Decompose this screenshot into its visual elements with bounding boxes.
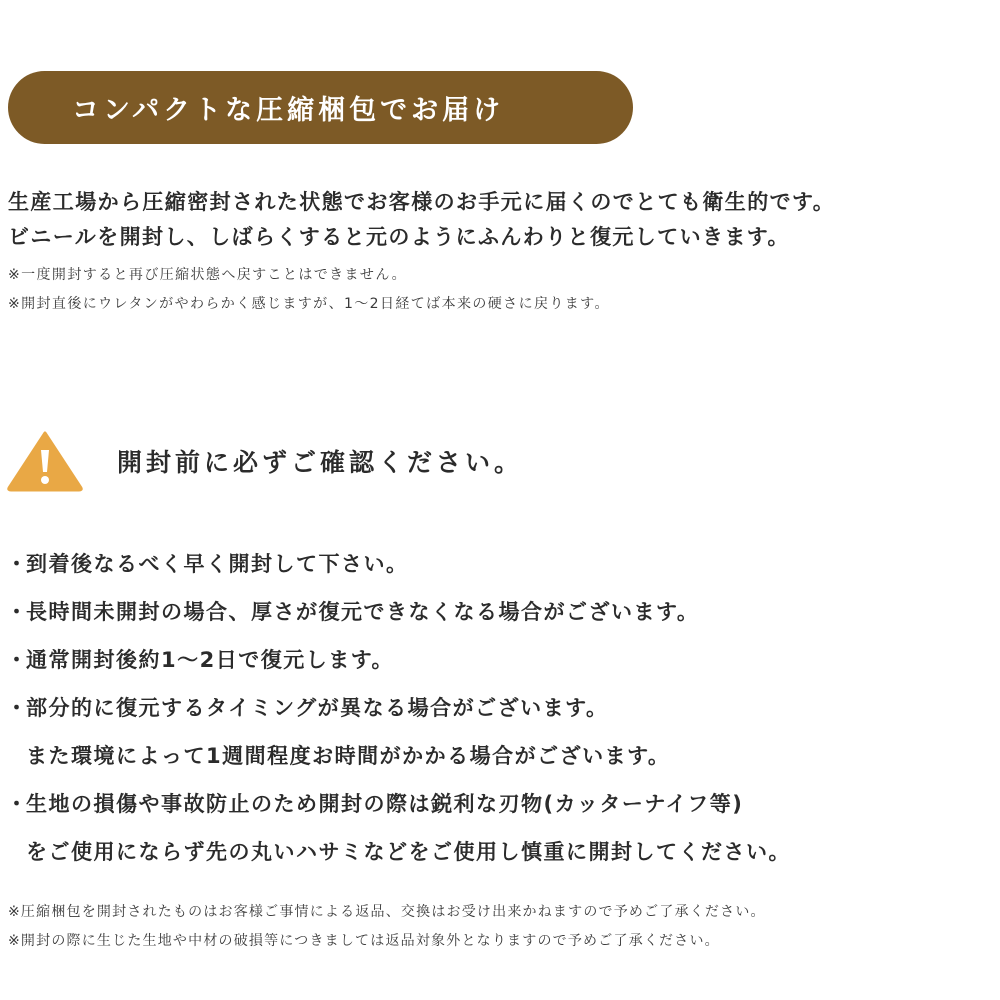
bullet-dot: ・	[6, 600, 29, 624]
list-item-text: をご使用にならず先の丸いハサミなどをご使用し慎重に開封してください。	[26, 840, 791, 864]
intro-note: ※一度開封すると再び圧縮状態へ戻すことはできません。	[8, 267, 407, 283]
list-item-text: 生地の損傷や事故防止のため開封の際は鋭利な刃物(カッターナイフ等)	[26, 792, 744, 816]
bullet-dot: ・	[6, 792, 29, 816]
banner-title: コンパクトな圧縮梱包でお届け	[72, 95, 505, 126]
intro-section	[8, 185, 993, 319]
caution-list	[6, 540, 996, 876]
list-item-text: また環境によって1週間程度お時間がかかる場合がございます。	[26, 744, 671, 768]
header-banner	[8, 71, 633, 144]
footer-note: ※圧縮梱包を開封されたものはお客様ご事情による返品、交換はお受け出来かねますので予めご了承ください。	[8, 904, 766, 920]
list-item	[6, 780, 996, 876]
footer-notes	[8, 898, 998, 956]
intro-note: ※開封直後にウレタンがやわらかく感じますが、1～2日経てば本来の硬さに戻ります。	[8, 296, 610, 312]
list-item-text: 部分的に復元するタイミングが異なる場合がございます。	[26, 696, 609, 720]
list-item-text: 通常開封後約1～2日で復元します。	[26, 648, 395, 672]
list-item	[6, 636, 996, 684]
bullet-dot: ・	[6, 696, 29, 720]
warning-triangle-icon	[6, 430, 84, 492]
warning-title: 開封前に必ずご確認ください。	[117, 448, 524, 477]
intro-line: ビニールを開封し、しばらくすると元のようにふんわりと復元していきます。	[8, 225, 790, 249]
intro-line: 生産工場から圧縮密封された状態でお客様のお手元に届くのでとても衛生的です。	[8, 190, 836, 214]
bullet-dot: ・	[6, 552, 29, 576]
list-item	[6, 684, 996, 780]
list-item-text: 到着後なるべく早く開封して下さい。	[26, 552, 409, 576]
footer-note: ※開封の際に生じた生地や中材の破損等につきましては返品対象外となりますので予めご了承ください。	[8, 933, 720, 949]
warning-heading	[6, 430, 523, 492]
list-item	[6, 588, 996, 636]
list-item	[6, 540, 996, 588]
list-item-text: 長時間未開封の場合、厚さが復元できなくなる場合がございます。	[26, 600, 700, 624]
bullet-dot: ・	[6, 648, 29, 672]
